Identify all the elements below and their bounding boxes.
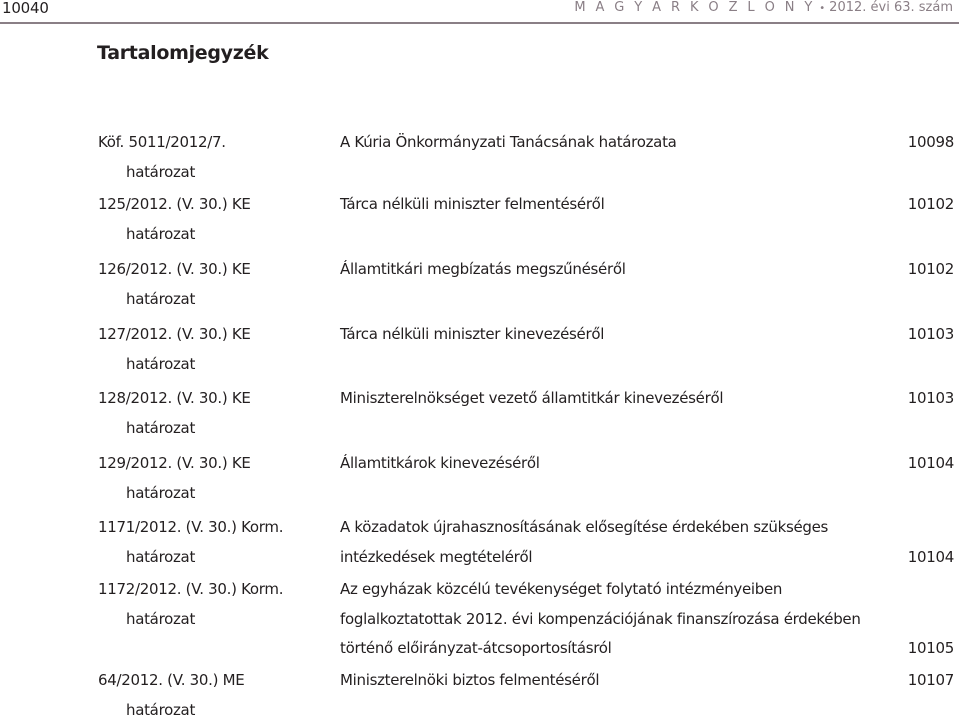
description-line: foglalkoztatottak 2012. évi kompenzációjának finanszírozása érdekében [340, 610, 861, 628]
description-line: Tárca nélküli miniszter felmentéséről [340, 195, 604, 213]
page-reference: 10105 [908, 634, 954, 664]
description-line: Államtitkárok kinevezéséről [340, 454, 540, 472]
page-reference: 10098 [908, 128, 954, 158]
toc-description [340, 320, 875, 350]
toc-description [340, 190, 875, 220]
toc-reference [98, 666, 313, 725]
header-separator: • [819, 3, 825, 14]
page-reference: 10104 [908, 543, 954, 573]
publication-name: M A G Y A R K Ö Z L Ö N Y [574, 0, 815, 15]
toc-description [340, 255, 875, 285]
toc-reference [98, 575, 313, 634]
reference-number: 127/2012. (V. 30.) KE [98, 325, 251, 343]
toc-description [340, 575, 875, 664]
issue-label: 2012. évi 63. szám [829, 0, 953, 15]
description-line: történő előirányzat-átcsoportosításról [340, 639, 612, 657]
description-line: intézkedések megtételéről [340, 548, 532, 566]
page-reference: 10103 [908, 384, 954, 414]
page-title: Tartalomjegyzék [97, 42, 268, 64]
page-reference: 10102 [908, 255, 954, 285]
reference-type: határozat [98, 543, 313, 573]
reference-number: 1171/2012. (V. 30.) Korm. [98, 518, 283, 536]
toc-reference [98, 384, 313, 443]
reference-number: 64/2012. (V. 30.) ME [98, 671, 244, 689]
toc-reference [98, 513, 313, 572]
toc-reference [98, 320, 313, 379]
page-reference: 10107 [908, 666, 954, 696]
reference-number: 128/2012. (V. 30.) KE [98, 389, 251, 407]
header-rule [0, 22, 959, 24]
reference-number: 1172/2012. (V. 30.) Korm. [98, 580, 283, 598]
toc-reference [98, 449, 313, 508]
reference-type: határozat [98, 696, 313, 725]
reference-type: határozat [98, 158, 313, 188]
page-reference: 10104 [908, 449, 954, 479]
description-line: Az egyházak közcélú tevékenységet folytató intézményeiben [340, 580, 782, 598]
toc-reference [98, 255, 313, 314]
reference-number: Köf. 5011/2012/7. [98, 133, 226, 151]
reference-type: határozat [98, 350, 313, 380]
description-line: Tárca nélküli miniszter kinevezéséről [340, 325, 604, 343]
description-line: Miniszterelnökséget vezető államtitkár kinevezéséről [340, 389, 723, 407]
running-head [574, 0, 953, 15]
reference-number: 129/2012. (V. 30.) KE [98, 454, 251, 472]
page-number: 10040 [2, 0, 49, 17]
reference-type: határozat [98, 414, 313, 444]
toc-description [340, 128, 875, 158]
reference-number: 125/2012. (V. 30.) KE [98, 195, 251, 213]
toc-description [340, 666, 875, 696]
toc-description [340, 513, 875, 572]
page-reference: 10102 [908, 190, 954, 220]
description-line: A Kúria Önkormányzati Tanácsának határozata [340, 133, 677, 151]
toc-reference [98, 128, 313, 187]
reference-type: határozat [98, 220, 313, 250]
page-reference: 10103 [908, 320, 954, 350]
reference-type: határozat [98, 479, 313, 509]
reference-type: határozat [98, 605, 313, 635]
description-line: A közadatok újrahasznosításának elősegítése érdekében szükséges [340, 518, 828, 536]
description-line: Miniszterelnöki biztos felmentéséről [340, 671, 599, 689]
toc-reference [98, 190, 313, 249]
toc-description [340, 449, 875, 479]
reference-type: határozat [98, 285, 313, 315]
description-line: Államtitkári megbízatás megszűnéséről [340, 260, 626, 278]
toc-description [340, 384, 875, 414]
reference-number: 126/2012. (V. 30.) KE [98, 260, 251, 278]
